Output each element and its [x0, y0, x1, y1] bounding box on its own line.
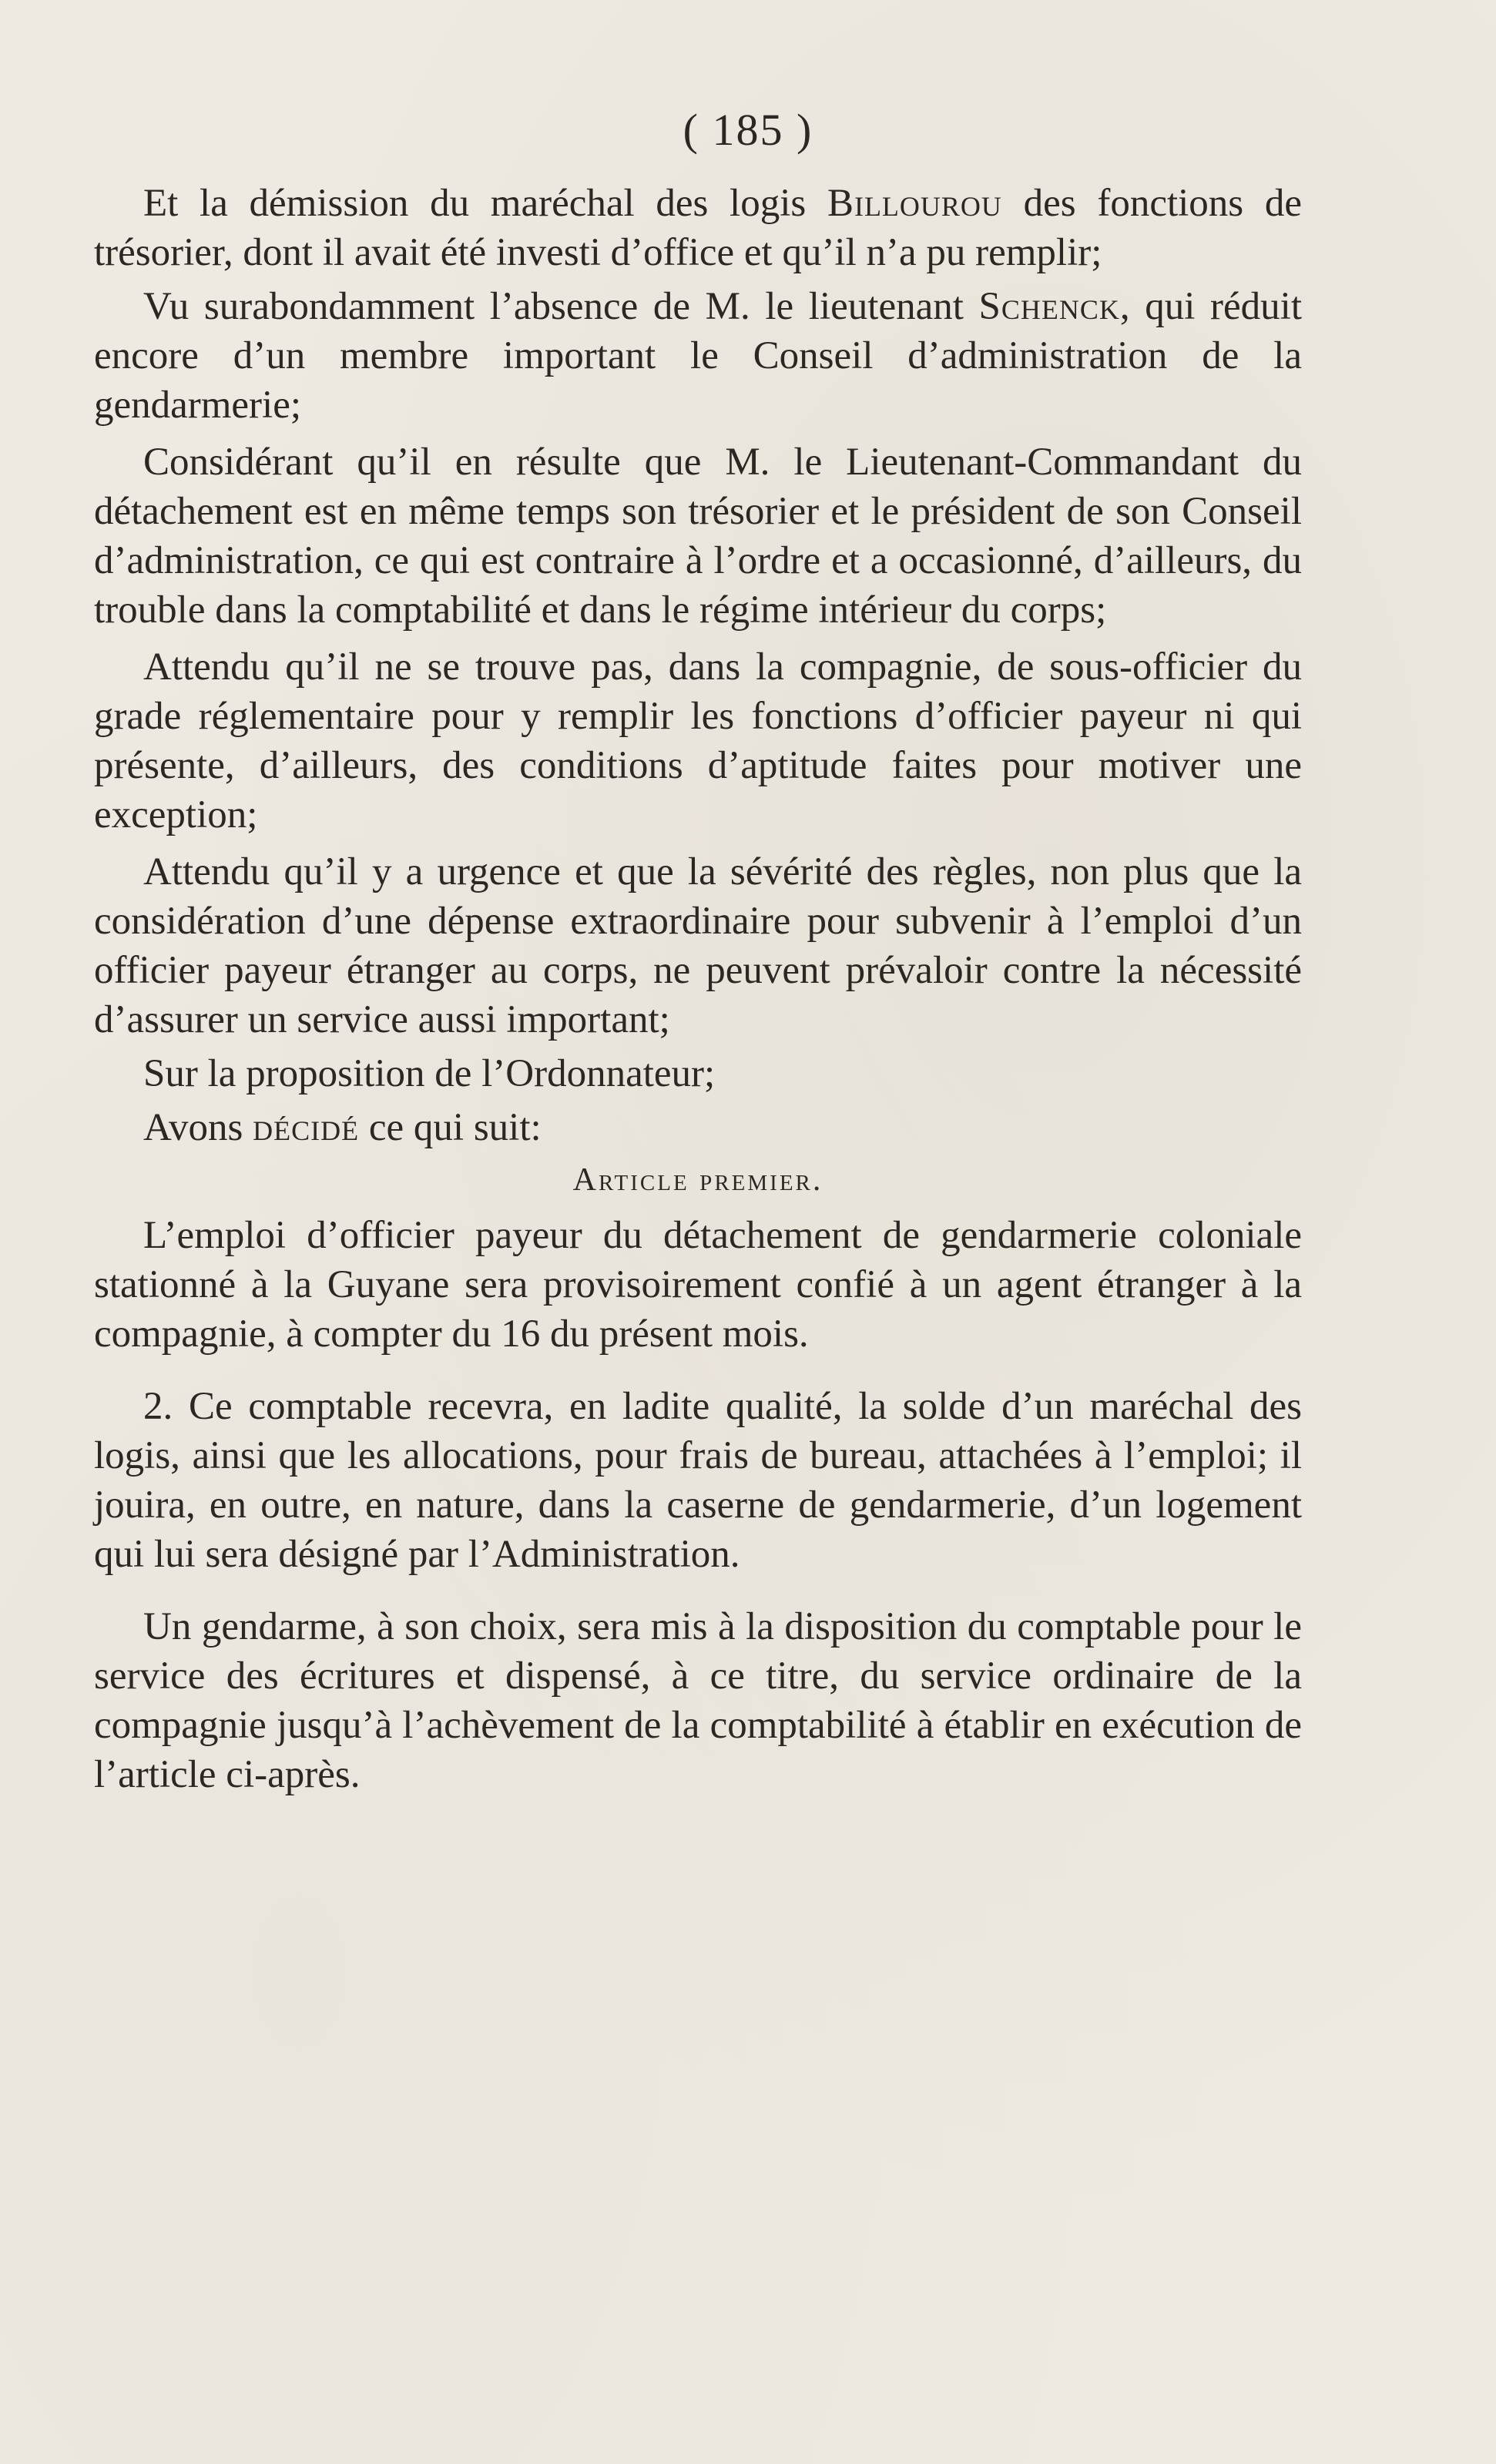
paragraph-no-officer: Attendu qu’il ne se trouve pas, dans la compagnie, de sous-officier du grade réglementaire pour y remplir les fonctions d’officier payeur ni qui présente, d’ailleurs, des conditions d’aptitude faites pour motiver une exception; — [94, 645, 1302, 836]
body-text — [94, 179, 1302, 1799]
article-heading: Article premier. — [572, 1162, 823, 1198]
article-2-gendarme-text: Un gendarme, à son choix, sera mis à la disposition du comptable pour le service des écritures et dispensé, à ce titre, du service ordinaire de la compagnie jusqu’à l’achèvement de la comptabilité à établir en exécution de l’article ci-après. — [94, 1605, 1302, 1796]
paragraph-proposal: Sur la proposition de l’Ordonnateur; — [143, 1052, 716, 1095]
paragraph-decision-text-start: Avons — [143, 1106, 253, 1149]
person-name-schenck: Schenck — [978, 285, 1120, 328]
paragraph-decision-text-end: ce qui suit: — [359, 1106, 542, 1149]
paragraph-considering: Considérant qu’il en résulte que M. le Lieutenant-Commandant du détachement est en même temps son trésorier et le président de son Conseil d’administration, ce qui est contraire à l’ordre et a occasionné, d’ailleurs, du trouble dans la comptabilité et dans le régime intérieur du corps; — [94, 441, 1302, 632]
paragraph-resignation — [94, 179, 1302, 277]
article-2-text: 2. Ce comptable recevra, en ladite qualité, la solde d’un maréchal des logis, ainsi que les allocations, pour frais de bureau, attachées à l’emploi; il jouira, en outre, en nature, dans la caserne de gendarmerie, d’un logement qui lui sera désigné par l’Administration. — [94, 1385, 1302, 1576]
paragraph-absence-text-start: Vu surabondamment l’absence de M. le lieutenant — [143, 285, 979, 328]
paragraph-resignation-text-end: des fonctions de trésorier, dont il avait été investi d’office et qu’il n’a pu remplir; — [94, 182, 1302, 274]
decision-keyword: décidé — [253, 1106, 360, 1149]
paragraph-urgency: Attendu qu’il y a urgence et que la sévérité des règles, non plus que la considération d’une dépense extraordinaire pour subvenir à l’emploi d’un officier payeur étranger au corps, ne peuvent prévaloir contre la nécessité d’assurer un service aussi important; — [94, 850, 1302, 1041]
article-1-text: L’emploi d’officier payeur du détachement de gendarmerie coloniale stationné à la Guyane sera provisoirement confié à un agent étranger à la compagnie, à compter du 16 du présent mois. — [94, 1214, 1302, 1356]
paragraph-absence — [94, 282, 1302, 430]
page-number: ( 185 ) — [683, 105, 813, 155]
person-name-billourou: Billourou — [827, 182, 1002, 225]
paragraph-absence-text-end: , qui réduit encore d’un membre important le Conseil d’administration de la gendarmerie; — [94, 285, 1302, 427]
paragraph-resignation-text-start: Et la démission du maréchal des logis — [143, 182, 827, 225]
paragraph-decision — [94, 1103, 1302, 1152]
